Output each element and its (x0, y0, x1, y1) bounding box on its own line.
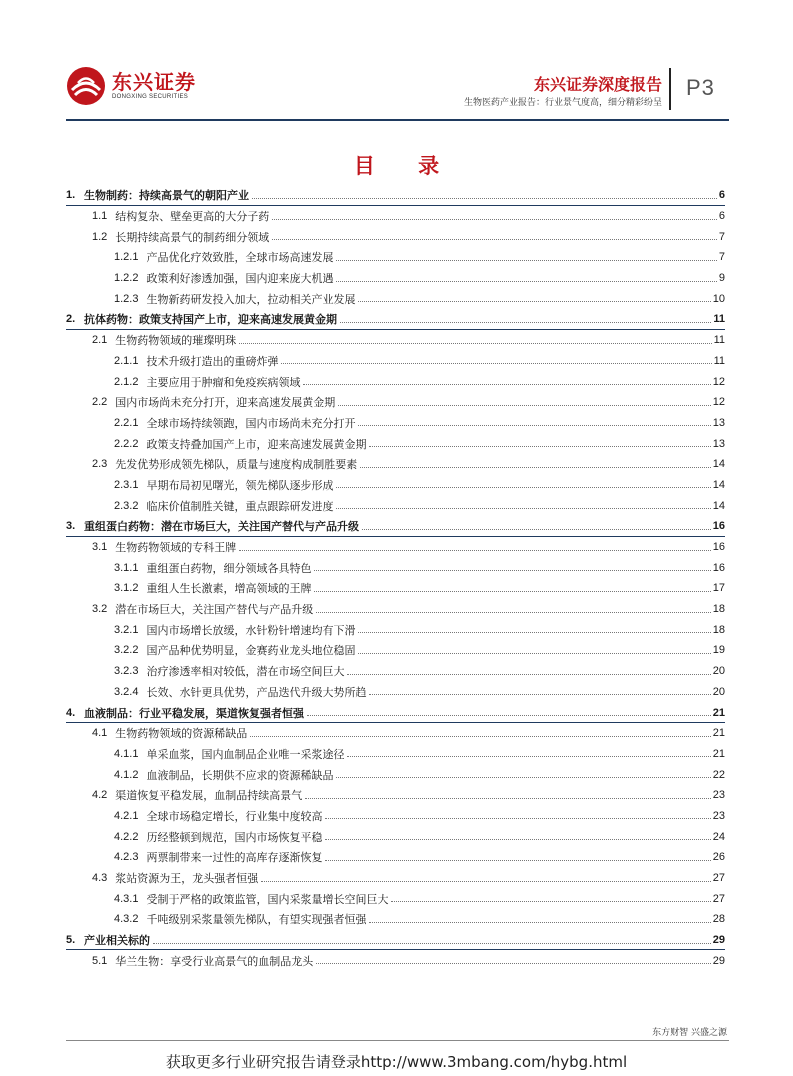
toc-entry[interactable] (66, 806, 725, 827)
toc-entry-page: 29 (712, 954, 725, 967)
toc-entry-page: 7 (718, 251, 725, 264)
toc-leader-dots (272, 239, 717, 240)
toc-entry-number: 2. (66, 313, 76, 326)
toc-leader-dots (358, 653, 710, 654)
toc-entry-number: 5.1 (92, 954, 108, 967)
toc-entry-number: 4.3.1 (114, 892, 139, 905)
toc-entry-page: 22 (712, 768, 725, 781)
toc-entry-page: 9 (718, 272, 725, 285)
toc-entry-number: 1.2 (92, 230, 108, 243)
toc-leader-dots (340, 322, 711, 323)
toc-leader-dots (336, 487, 710, 488)
toc-entry-title: 单采血浆，国内血制品企业唯一采浆途径 (146, 747, 345, 761)
page-number: P3 (686, 75, 715, 100)
toc-leader-dots (369, 446, 710, 447)
toc-entry-title: 全球市场稳定增长，行业集中度较高 (146, 809, 323, 823)
report-title: 东兴证券深度报告 (533, 75, 662, 94)
toc-entry-number: 4.2.2 (114, 830, 139, 843)
toc-entry-page: 20 (712, 685, 725, 698)
toc-leader-dots (307, 715, 711, 716)
toc-entry-page: 6 (718, 189, 725, 202)
toc-entry-page: 23 (712, 789, 725, 802)
toc-entry-number: 4.3.2 (114, 913, 139, 926)
toc-entry-title: 政策支持叠加国产上市，迎来高速发展黄金期 (146, 437, 367, 451)
toc-entry[interactable] (66, 351, 725, 372)
toc-entry[interactable] (66, 475, 725, 496)
toc-entry-title: 政策利好渗透加强，国内迎来庞大机遇 (146, 272, 334, 286)
toc-entry[interactable] (66, 330, 725, 351)
toc-entry-number: 1.2.3 (114, 292, 139, 305)
toc-entry[interactable] (66, 268, 725, 289)
toc-entry-title: 重组蛋白药物：潜在市场巨大，关注国产替代与产品升级 (84, 520, 359, 534)
toc-entry-title: 重组人生长激素，增高领域的王牌 (146, 582, 312, 596)
report-subtitle: 生物医药产业报告：行业景气度高，细分精彩纷呈 (463, 98, 662, 108)
toc-entry[interactable] (66, 930, 725, 951)
toc-entry-page: 21 (712, 706, 725, 719)
toc-entry-title: 华兰生物：享受行业高景气的血制品龙头 (115, 954, 314, 968)
toc-leader-dots (391, 901, 710, 902)
toc-entry-title: 临床价值制胜关键，重点跟踪研发进度 (146, 499, 334, 513)
toc-entry-page: 26 (712, 851, 725, 864)
toc-entry-title: 浆站资源为王，龙头强者恒强 (115, 872, 259, 886)
footer-rule (66, 1040, 729, 1041)
toc-entry[interactable] (66, 785, 725, 806)
toc-entry-number: 3.2.3 (114, 665, 139, 678)
toc-entry-title: 治疗渗透率相对较低，潜在市场空间巨大 (146, 665, 345, 679)
toc-entry[interactable] (66, 226, 725, 247)
toc-entry-page: 18 (712, 603, 725, 616)
toc-entry-page: 16 (712, 541, 725, 554)
toc-leader-dots (316, 963, 710, 964)
toc-entry-page: 13 (712, 416, 725, 429)
toc-entry-number: 4.2 (92, 789, 108, 802)
toc-entry[interactable] (66, 247, 725, 268)
toc-leader-dots (314, 570, 710, 571)
toc-entry-page: 11 (713, 334, 725, 347)
toc-entry[interactable] (66, 702, 725, 723)
toc-leader-dots (314, 591, 710, 592)
toc-entry-page: 6 (718, 210, 725, 223)
toc-entry-title: 渠道恢复平稳发展，血制品持续高景气 (115, 789, 303, 803)
toc-entry-title: 血液制品，长期供不应求的资源稀缺品 (146, 768, 334, 782)
toc-entry[interactable] (66, 309, 725, 330)
toc-leader-dots (250, 736, 710, 737)
toc-leader-dots (325, 860, 710, 861)
toc-entry[interactable] (66, 288, 725, 309)
toc-entry[interactable] (66, 495, 725, 516)
toc-leader-dots (336, 260, 716, 261)
toc-leader-dots (336, 777, 710, 778)
toc-entry[interactable] (66, 661, 725, 682)
toc-entry-number: 1.1 (92, 210, 108, 223)
dongxing-logo-icon (66, 66, 106, 106)
toc-leader-dots (338, 405, 710, 406)
company-logo (66, 66, 196, 106)
toc-leader-dots (369, 922, 710, 923)
toc-entry-page: 23 (712, 809, 725, 822)
toc-entry-number: 2.3.2 (114, 499, 139, 512)
toc-entry-page: 28 (712, 913, 725, 926)
toc-entry-page: 10 (712, 292, 725, 305)
toc-entry-page: 14 (712, 499, 725, 512)
toc-entry-number: 2.2.2 (114, 437, 139, 450)
toc-entry[interactable] (66, 868, 725, 889)
toc-entry[interactable] (66, 433, 725, 454)
toc-entry-number: 5. (66, 934, 76, 947)
toc-entry-page: 27 (712, 872, 725, 885)
toc-entry-title: 两票制带来一过性的高库存逐渐恢复 (146, 851, 323, 865)
toc-entry-number: 2.2 (92, 396, 108, 409)
toc-entry-page: 19 (712, 644, 725, 657)
toc-entry[interactable] (66, 764, 725, 785)
toc-entry[interactable] (66, 619, 725, 640)
toc-entry[interactable] (66, 557, 725, 578)
toc-entry-number: 4.2.1 (114, 809, 139, 822)
toc-entry-title: 全球市场持续领跑，国内市场尚未充分打开 (146, 416, 356, 430)
toc-entry[interactable] (66, 682, 725, 703)
toc-entry-number: 3.2 (92, 603, 108, 616)
toc-entry-title: 主要应用于肿瘤和免疫疾病领域 (146, 375, 301, 389)
toc-leader-dots (261, 881, 710, 882)
toc-entry-number: 2.1.1 (114, 354, 139, 367)
toc-entry-title: 血液制品：行业平稳发展，渠道恢复强者恒强 (84, 706, 304, 720)
header-divider (669, 68, 671, 110)
toc-entry-page: 17 (712, 582, 725, 595)
toc-entry[interactable] (66, 371, 725, 392)
toc-entry[interactable] (66, 392, 725, 413)
header-rule (66, 119, 729, 121)
toc-entry-title: 早期布局初见曙光，领先梯队逐步形成 (146, 478, 334, 492)
toc-entry[interactable] (66, 578, 725, 599)
toc-entry-number: 2.2.1 (114, 416, 139, 429)
toc-entry-title: 国产品种优势明显，金赛药业龙头地位稳固 (146, 644, 356, 658)
toc-entry-title: 生物药物领域的资源稀缺品 (115, 727, 248, 741)
toc-entry[interactable] (66, 826, 725, 847)
toc-entry[interactable] (66, 888, 725, 909)
toc-leader-dots (369, 694, 710, 695)
toc-leader-dots (239, 343, 711, 344)
toc-entry-page: 14 (712, 478, 725, 491)
toc-entry[interactable] (66, 206, 725, 227)
toc-entry-page: 11 (713, 313, 725, 326)
toc-entry-number: 2.1 (92, 334, 108, 347)
toc-entry-page: 12 (712, 375, 725, 388)
toc-entry-number: 4. (66, 706, 76, 719)
toc-entry-title: 产品优化疗效致胜，全球市场高速发展 (146, 251, 334, 265)
logo-en-text: DONGXING SECURITIES (112, 94, 189, 100)
toc-entry-page: 27 (712, 892, 725, 905)
toc-entry-page: 11 (713, 354, 725, 367)
toc-entry-title: 先发优势形成领先梯队，质量与速度构成制胜要素 (115, 458, 358, 472)
toc-entry-number: 4.2.3 (114, 851, 139, 864)
toc-entry-title: 重组蛋白药物，细分领域各具特色 (146, 561, 312, 575)
toc-entry[interactable] (66, 413, 725, 434)
toc-entry-page: 16 (712, 561, 725, 574)
toc-entry-title: 潜在市场巨大，关注国产替代与产品升级 (115, 603, 314, 617)
toc-leader-dots (360, 467, 710, 468)
toc-entry-title: 长效、水针更具优势，产品迭代升级大势所趋 (146, 685, 367, 699)
toc-entry-page: 12 (712, 396, 725, 409)
toc-leader-dots (358, 301, 710, 302)
toc-entry[interactable] (66, 847, 725, 868)
toc-entry-number: 4.1.1 (114, 747, 139, 760)
toc-leader-dots (358, 632, 710, 633)
toc-entry[interactable] (66, 950, 725, 971)
toc-entry-title: 国内市场增长放缓，水针粉针增速均有下滑 (146, 623, 356, 637)
toc-entry-number: 1.2.1 (114, 251, 139, 264)
toc-leader-dots (316, 612, 710, 613)
toc-entry-number: 3.1 (92, 541, 108, 554)
toc-entry-number: 3.1.2 (114, 582, 139, 595)
toc-entry-number: 1.2.2 (114, 272, 139, 285)
toc-leader-dots (303, 384, 710, 385)
toc-entry-page: 14 (712, 458, 725, 471)
logo-cn-text: 东兴证券 (112, 70, 196, 94)
toc-entry[interactable] (66, 599, 725, 620)
toc-entry-number: 2.1.2 (114, 375, 139, 388)
toc-leader-dots (358, 425, 710, 426)
table-of-contents (66, 185, 725, 971)
footer-slogan: 东方财智 兴盛之源 (652, 1028, 727, 1038)
toc-entry-title: 结构复杂、壁垒更高的大分子药 (115, 210, 270, 224)
footer-link[interactable]: 获取更多行业研究报告请登录http://www.3mbang.com/hybg.html (165, 1053, 628, 1071)
toc-entry-number: 3. (66, 520, 76, 533)
toc-entry[interactable] (66, 909, 725, 930)
toc-entry-title: 产业相关标的 (84, 934, 150, 948)
toc-leader-dots (305, 798, 710, 799)
toc-entry-number: 3.2.4 (114, 685, 139, 698)
toc-leader-dots (347, 756, 710, 757)
toc-entry-number: 2.3 (92, 458, 108, 471)
toc-title: 目 录 (353, 154, 458, 178)
toc-entry-title: 技术升级打造出的重磅炸弹 (146, 354, 279, 368)
toc-leader-dots (239, 550, 710, 551)
toc-entry-number: 3.2.2 (114, 644, 139, 657)
toc-entry-title: 抗体药物：政策支持国产上市，迎来高速发展黄金期 (84, 313, 337, 327)
toc-leader-dots (272, 219, 717, 220)
toc-entry[interactable] (66, 744, 725, 765)
toc-leader-dots (336, 508, 710, 509)
toc-entry-page: 24 (712, 830, 725, 843)
toc-entry-title: 受制于严格的政策监管，国内采浆量增长空间巨大 (146, 892, 389, 906)
toc-entry[interactable] (66, 516, 725, 537)
toc-leader-dots (325, 818, 710, 819)
toc-entry-title: 长期持续高景气的制药细分领域 (115, 230, 270, 244)
toc-leader-dots (153, 943, 711, 944)
toc-entry[interactable] (66, 537, 725, 558)
toc-entry-number: 3.1.1 (114, 561, 139, 574)
toc-entry-page: 20 (712, 665, 725, 678)
toc-entry-number: 1. (66, 189, 76, 202)
toc-entry-page: 7 (718, 230, 725, 243)
toc-entry-page: 21 (712, 747, 725, 760)
toc-entry-number: 3.2.1 (114, 623, 139, 636)
toc-entry-page: 29 (712, 934, 725, 947)
toc-entry[interactable] (66, 185, 725, 206)
toc-entry-title: 生物药物领域的璀璨明珠 (115, 334, 237, 348)
toc-entry-page: 13 (712, 437, 725, 450)
toc-entry-number: 2.3.1 (114, 478, 139, 491)
toc-entry[interactable] (66, 723, 725, 744)
toc-entry-title: 生物制药：持续高景气的朝阳产业 (84, 189, 249, 203)
toc-leader-dots (336, 281, 716, 282)
toc-leader-dots (252, 198, 717, 199)
toc-leader-dots (325, 839, 710, 840)
toc-entry-number: 4.1 (92, 727, 108, 740)
toc-entry-title: 历经整顿到规范，国内市场恢复平稳 (146, 830, 323, 844)
toc-entry-title: 千吨级别采浆量领先梯队，有望实现强者恒强 (146, 913, 367, 927)
toc-leader-dots (281, 363, 711, 364)
toc-entry[interactable] (66, 640, 725, 661)
toc-entry-page: 18 (712, 623, 725, 636)
toc-leader-dots (362, 529, 711, 530)
toc-entry-page: 16 (712, 520, 725, 533)
toc-entry-title: 生物新药研发投入加大，拉动相关产业发展 (146, 292, 356, 306)
toc-entry-title: 国内市场尚未充分打开，迎来高速发展黄金期 (115, 396, 336, 410)
toc-entry-title: 生物药物领域的专科王牌 (115, 541, 237, 555)
toc-entry-page: 21 (712, 727, 725, 740)
toc-entry-number: 4.3 (92, 872, 108, 885)
toc-entry-number: 4.1.2 (114, 768, 139, 781)
toc-leader-dots (347, 674, 710, 675)
page-header (0, 0, 793, 125)
toc-entry[interactable] (66, 454, 725, 475)
